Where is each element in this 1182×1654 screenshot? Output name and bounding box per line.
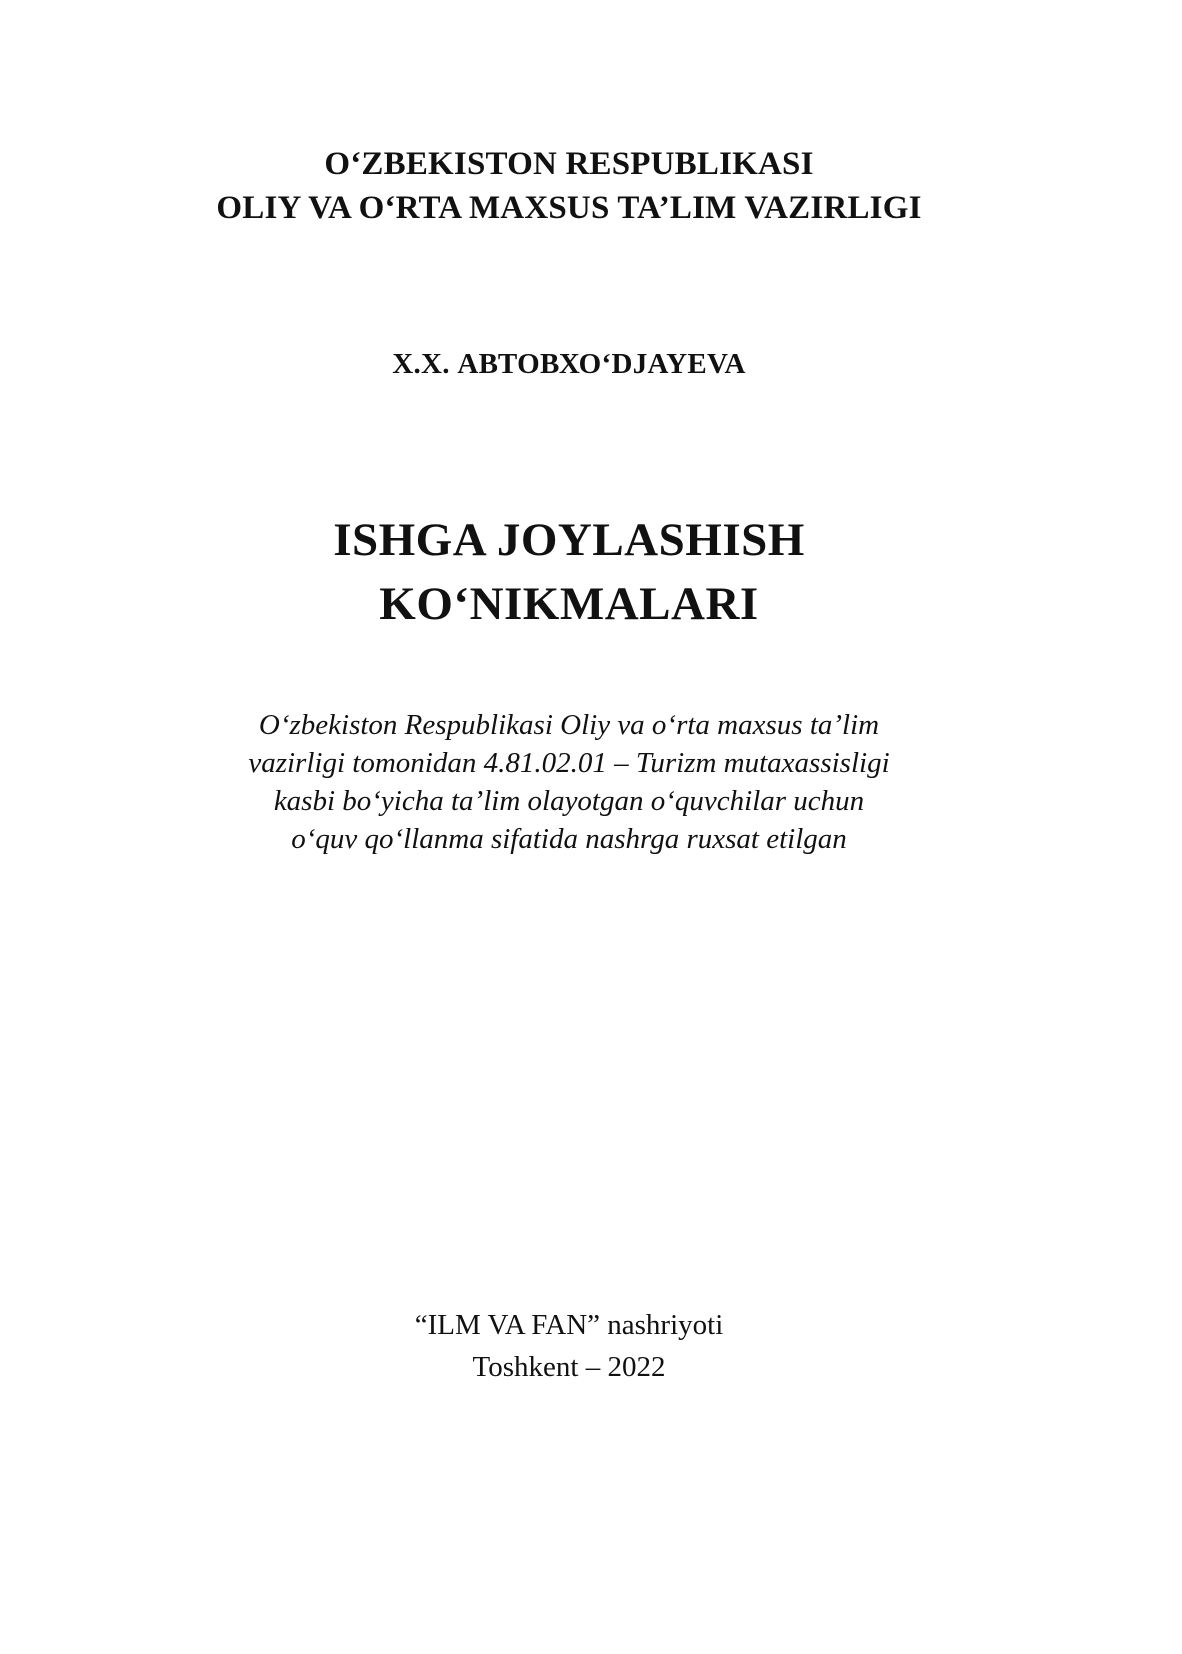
publication-place-year: Toshkent – 2022 — [472, 1351, 666, 1383]
approval-line-3: kasbi bo‘yicha ta’lim olayotgan o‘quvchilar uchun — [273, 785, 865, 817]
ministry-header — [0, 142, 1138, 230]
approval-statement — [0, 706, 1138, 858]
book-title-line-2: KO‘NIKMALARI — [379, 578, 759, 630]
author-name: X.X. АВТОВХО‘DJAYEVA — [392, 348, 746, 380]
book-title — [0, 508, 1138, 636]
ministry-line-2: OLIY VA O‘RTA MAXSUS TA’LIM VAZIRLIGI — [216, 190, 922, 226]
publisher-name: “ILM VA FAN” nashriyoti — [414, 1309, 724, 1341]
approval-line-4: o‘quv qo‘llanma sifatida nashrga ruxsat etilgan — [291, 823, 847, 855]
ministry-line-1: O‘ZBEKISTON RESPUBLIKASI — [324, 146, 814, 182]
approval-line-2: vazirligi tomonidan 4.81.02.01 – Turizm mutaxassisligi — [248, 747, 890, 779]
approval-line-1: O‘zbekiston Respublikasi Oliy va o‘rta maxsus ta’lim — [258, 709, 880, 741]
book-title-line-1: ISHGA JOYLASHISH — [333, 514, 805, 566]
publisher-info — [0, 1304, 1138, 1388]
